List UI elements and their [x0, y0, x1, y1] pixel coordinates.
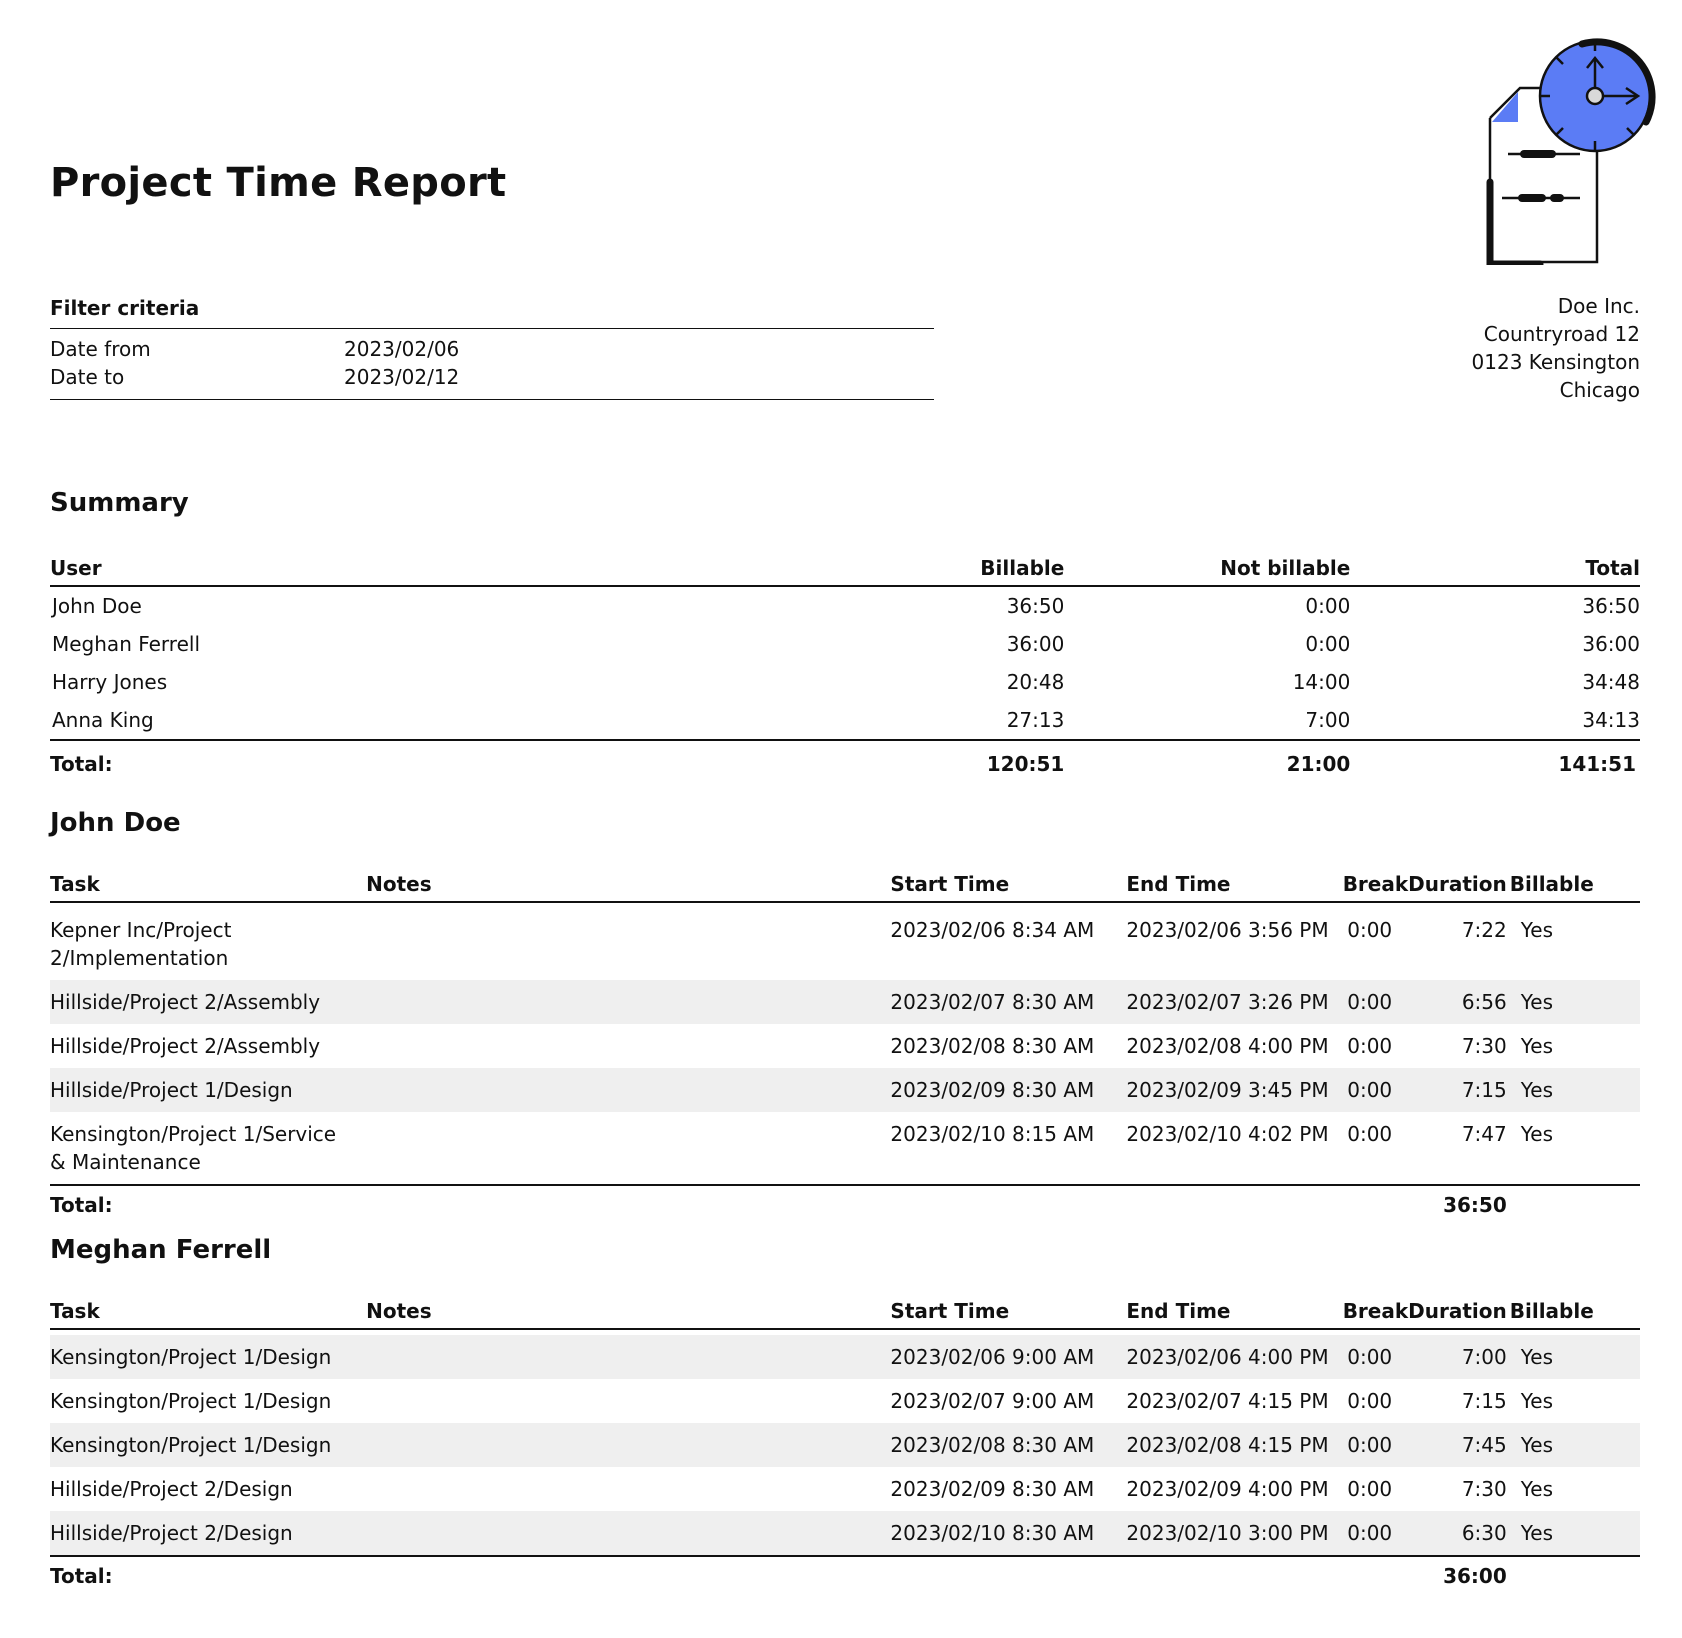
user-total-empty [1507, 1556, 1640, 1594]
entry-task: Kepner Inc/Project 2/Implementation [50, 918, 232, 970]
summary-not-billable: 0:00 [1305, 631, 1351, 656]
filter-heading: Filter criteria [50, 296, 934, 329]
company-zip-city: 0123 Kensington [1471, 350, 1640, 374]
entry-start-time: 2023/02/08 8:30 AM [890, 1423, 1126, 1467]
user-total-empty [1507, 1185, 1640, 1223]
summary-title: Summary [50, 488, 189, 518]
summary-total: 34:13 [1582, 708, 1640, 733]
entry-break: 0:00 [1343, 1068, 1408, 1112]
entry-end-time: 2023/02/09 4:00 PM [1126, 1477, 1329, 1501]
entry-billable: Yes [1520, 1477, 1554, 1501]
column-header-duration: Duration [1408, 1293, 1507, 1329]
entry-break: 0:00 [1347, 1477, 1393, 1501]
entry-duration: 7:22 [1461, 918, 1507, 942]
entry-billable: Yes [1507, 1068, 1640, 1112]
column-header-billable: Billable [1507, 866, 1640, 902]
summary-billable: 36:00 [1006, 631, 1065, 656]
summary-row [50, 625, 1640, 664]
entry-notes [366, 1335, 890, 1379]
entry-task: Kensington/Project 1/Design [50, 1389, 332, 1413]
summary-not-billable: 7:00 [1305, 708, 1351, 733]
entry-end-time: 2023/02/08 4:15 PM [1126, 1423, 1342, 1467]
summary-total-not-billable: 21:00 [1068, 740, 1354, 784]
column-header-billable: Billable [980, 550, 1068, 586]
entry-task: Hillside/Project 2/Assembly [50, 1034, 321, 1058]
column-header-user: User [50, 550, 980, 586]
company-city: Chicago [1559, 378, 1640, 402]
column-header-notes: Notes [366, 1293, 890, 1329]
entry-break: 0:00 [1347, 918, 1393, 942]
filter-value: 2023/02/12 [344, 365, 460, 389]
entry-end-time: 2023/02/09 3:45 PM [1126, 1068, 1342, 1112]
summary-billable: 36:50 [1006, 593, 1065, 618]
user-total-duration: 36:00 [1408, 1556, 1507, 1594]
summary-billable: 27:13 [1006, 708, 1065, 733]
entry-task: Kensington/Project 1/Service & Maintenance [50, 1122, 337, 1174]
entry-break: 0:00 [1343, 1423, 1408, 1467]
entry-end-time: 2023/02/07 3:26 PM [1126, 980, 1342, 1024]
entry-end-time: 2023/02/06 4:00 PM [1126, 1335, 1342, 1379]
column-header-task: Task [50, 1293, 366, 1329]
detail-header-row [50, 1293, 1640, 1329]
entry-notes [366, 1112, 890, 1185]
user-time-table [50, 866, 1640, 1223]
entry-billable: Yes [1507, 1423, 1640, 1467]
entry-billable: Yes [1507, 1511, 1640, 1556]
entry-notes [366, 1467, 890, 1511]
summary-user: John Doe [52, 593, 142, 618]
entry-start-time: 2023/02/06 9:00 AM [890, 1335, 1126, 1379]
entry-billable: Yes [1520, 1389, 1554, 1413]
filter-row-date-to [50, 363, 934, 391]
user-total-duration: 36:50 [1408, 1185, 1507, 1223]
entry-notes [366, 1068, 890, 1112]
time-entry-row [50, 1024, 1640, 1068]
column-header-start-time: Start Time [890, 866, 1126, 902]
user-time-table [50, 1293, 1640, 1594]
page-title: Project Time Report [50, 160, 507, 206]
time-entry-row [50, 1379, 1640, 1423]
summary-total-row [50, 740, 1640, 784]
entry-end-time: 2023/02/08 4:00 PM [1126, 1034, 1329, 1058]
entry-duration: 7:15 [1461, 1389, 1507, 1413]
filter-label: Date to [50, 365, 125, 389]
time-entry-row [50, 1511, 1640, 1556]
time-entry-row [50, 1335, 1640, 1379]
filter-label: Date from [50, 337, 151, 361]
column-header-billable: Billable [1507, 1293, 1640, 1329]
column-header-end-time: End Time [1126, 866, 1342, 902]
summary-row [50, 702, 1640, 741]
user-total-label: Total: [50, 1556, 1408, 1594]
time-entry-row [50, 1112, 1640, 1185]
entry-duration: 6:56 [1408, 980, 1507, 1024]
summary-user: Harry Jones [52, 670, 168, 695]
company-address [1472, 292, 1640, 404]
time-entry-row [50, 908, 1640, 980]
filter-row-date-from [50, 335, 934, 363]
entry-break: 0:00 [1343, 1511, 1408, 1556]
entry-start-time: 2023/02/10 8:30 AM [890, 1511, 1126, 1556]
entry-task: Kensington/Project 1/Design [50, 1423, 366, 1467]
column-header-not-billable: Not billable [1068, 550, 1354, 586]
summary-total-label: Total: [50, 740, 980, 784]
entry-break: 0:00 [1343, 1335, 1408, 1379]
time-entry-row [50, 1467, 1640, 1511]
entry-billable: Yes [1507, 1335, 1640, 1379]
summary-total-billable: 120:51 [980, 740, 1068, 784]
summary-not-billable: 0:00 [1305, 593, 1351, 618]
entry-notes [366, 980, 890, 1024]
entry-duration: 7:47 [1461, 1122, 1507, 1146]
column-header-end-time: End Time [1126, 1293, 1342, 1329]
entry-duration: 7:30 [1461, 1477, 1507, 1501]
entry-notes [366, 1379, 890, 1423]
column-header-notes: Notes [366, 866, 890, 902]
entry-end-time: 2023/02/06 3:56 PM [1126, 918, 1329, 942]
time-entry-row [50, 1423, 1640, 1467]
summary-total: 34:48 [1582, 670, 1640, 695]
entry-billable: Yes [1520, 1122, 1554, 1146]
summary-total: 36:00 [1582, 631, 1640, 656]
entry-task: Kensington/Project 1/Design [50, 1335, 366, 1379]
summary-total-total: 141:51 [1354, 740, 1640, 784]
column-header-break: Break [1343, 866, 1408, 902]
summary-table [50, 550, 1640, 784]
summary-row [50, 586, 1640, 625]
user-section-title: John Doe [50, 808, 181, 838]
entry-notes [366, 1511, 890, 1556]
column-header-total: Total [1354, 550, 1640, 586]
column-header-duration: Duration [1408, 866, 1507, 902]
filter-criteria [50, 296, 934, 400]
company-name: Doe Inc. [1557, 294, 1640, 318]
entry-end-time: 2023/02/10 3:00 PM [1126, 1511, 1342, 1556]
column-header-task: Task [50, 866, 366, 902]
entry-task: Hillside/Project 2/Assembly [50, 980, 366, 1024]
user-total-label: Total: [50, 1185, 1408, 1223]
entry-break: 0:00 [1347, 1389, 1393, 1413]
user-total-row [50, 1185, 1640, 1223]
summary-total: 36:50 [1582, 593, 1640, 618]
entry-start-time: 2023/02/10 8:15 AM [890, 1122, 1095, 1146]
entry-start-time: 2023/02/09 8:30 AM [890, 1477, 1095, 1501]
entry-start-time: 2023/02/07 8:30 AM [890, 980, 1126, 1024]
entry-duration: 6:30 [1408, 1511, 1507, 1556]
summary-user: Anna King [52, 708, 154, 733]
entry-notes [366, 1024, 890, 1068]
entry-task: Hillside/Project 1/Design [50, 1068, 366, 1112]
company-street: Countryroad 12 [1483, 322, 1640, 346]
summary-billable: 20:48 [1006, 670, 1065, 695]
column-header-start-time: Start Time [890, 1293, 1126, 1329]
entry-break: 0:00 [1347, 1122, 1393, 1146]
entry-billable: Yes [1520, 918, 1554, 942]
entry-duration: 7:45 [1408, 1423, 1507, 1467]
entry-start-time: 2023/02/09 8:30 AM [890, 1068, 1126, 1112]
clock-document-icon [1450, 30, 1682, 265]
time-entry-row [50, 1068, 1640, 1112]
entry-billable: Yes [1520, 1034, 1554, 1058]
entry-task: Hillside/Project 2/Design [50, 1511, 366, 1556]
entry-notes [366, 908, 890, 980]
entry-start-time: 2023/02/06 8:34 AM [890, 918, 1095, 942]
user-section-title: Meghan Ferrell [50, 1235, 272, 1265]
summary-header-row [50, 550, 1640, 586]
entry-duration: 7:15 [1408, 1068, 1507, 1112]
entry-task: Hillside/Project 2/Design [50, 1477, 293, 1501]
column-header-break: Break [1343, 1293, 1408, 1329]
entry-billable: Yes [1507, 980, 1640, 1024]
entry-duration: 7:00 [1408, 1335, 1507, 1379]
entry-duration: 7:30 [1461, 1034, 1507, 1058]
entry-break: 0:00 [1347, 1034, 1393, 1058]
detail-header-row [50, 866, 1640, 902]
summary-not-billable: 14:00 [1292, 670, 1351, 695]
entry-end-time: 2023/02/10 4:02 PM [1126, 1122, 1329, 1146]
entry-break: 0:00 [1343, 980, 1408, 1024]
entry-end-time: 2023/02/07 4:15 PM [1126, 1389, 1329, 1413]
summary-row [50, 663, 1640, 702]
filter-value: 2023/02/06 [344, 337, 460, 361]
user-total-row [50, 1556, 1640, 1594]
entry-start-time: 2023/02/07 9:00 AM [890, 1389, 1095, 1413]
time-entry-row [50, 980, 1640, 1024]
entry-start-time: 2023/02/08 8:30 AM [890, 1034, 1095, 1058]
entry-notes [366, 1423, 890, 1467]
summary-user: Meghan Ferrell [52, 631, 201, 656]
